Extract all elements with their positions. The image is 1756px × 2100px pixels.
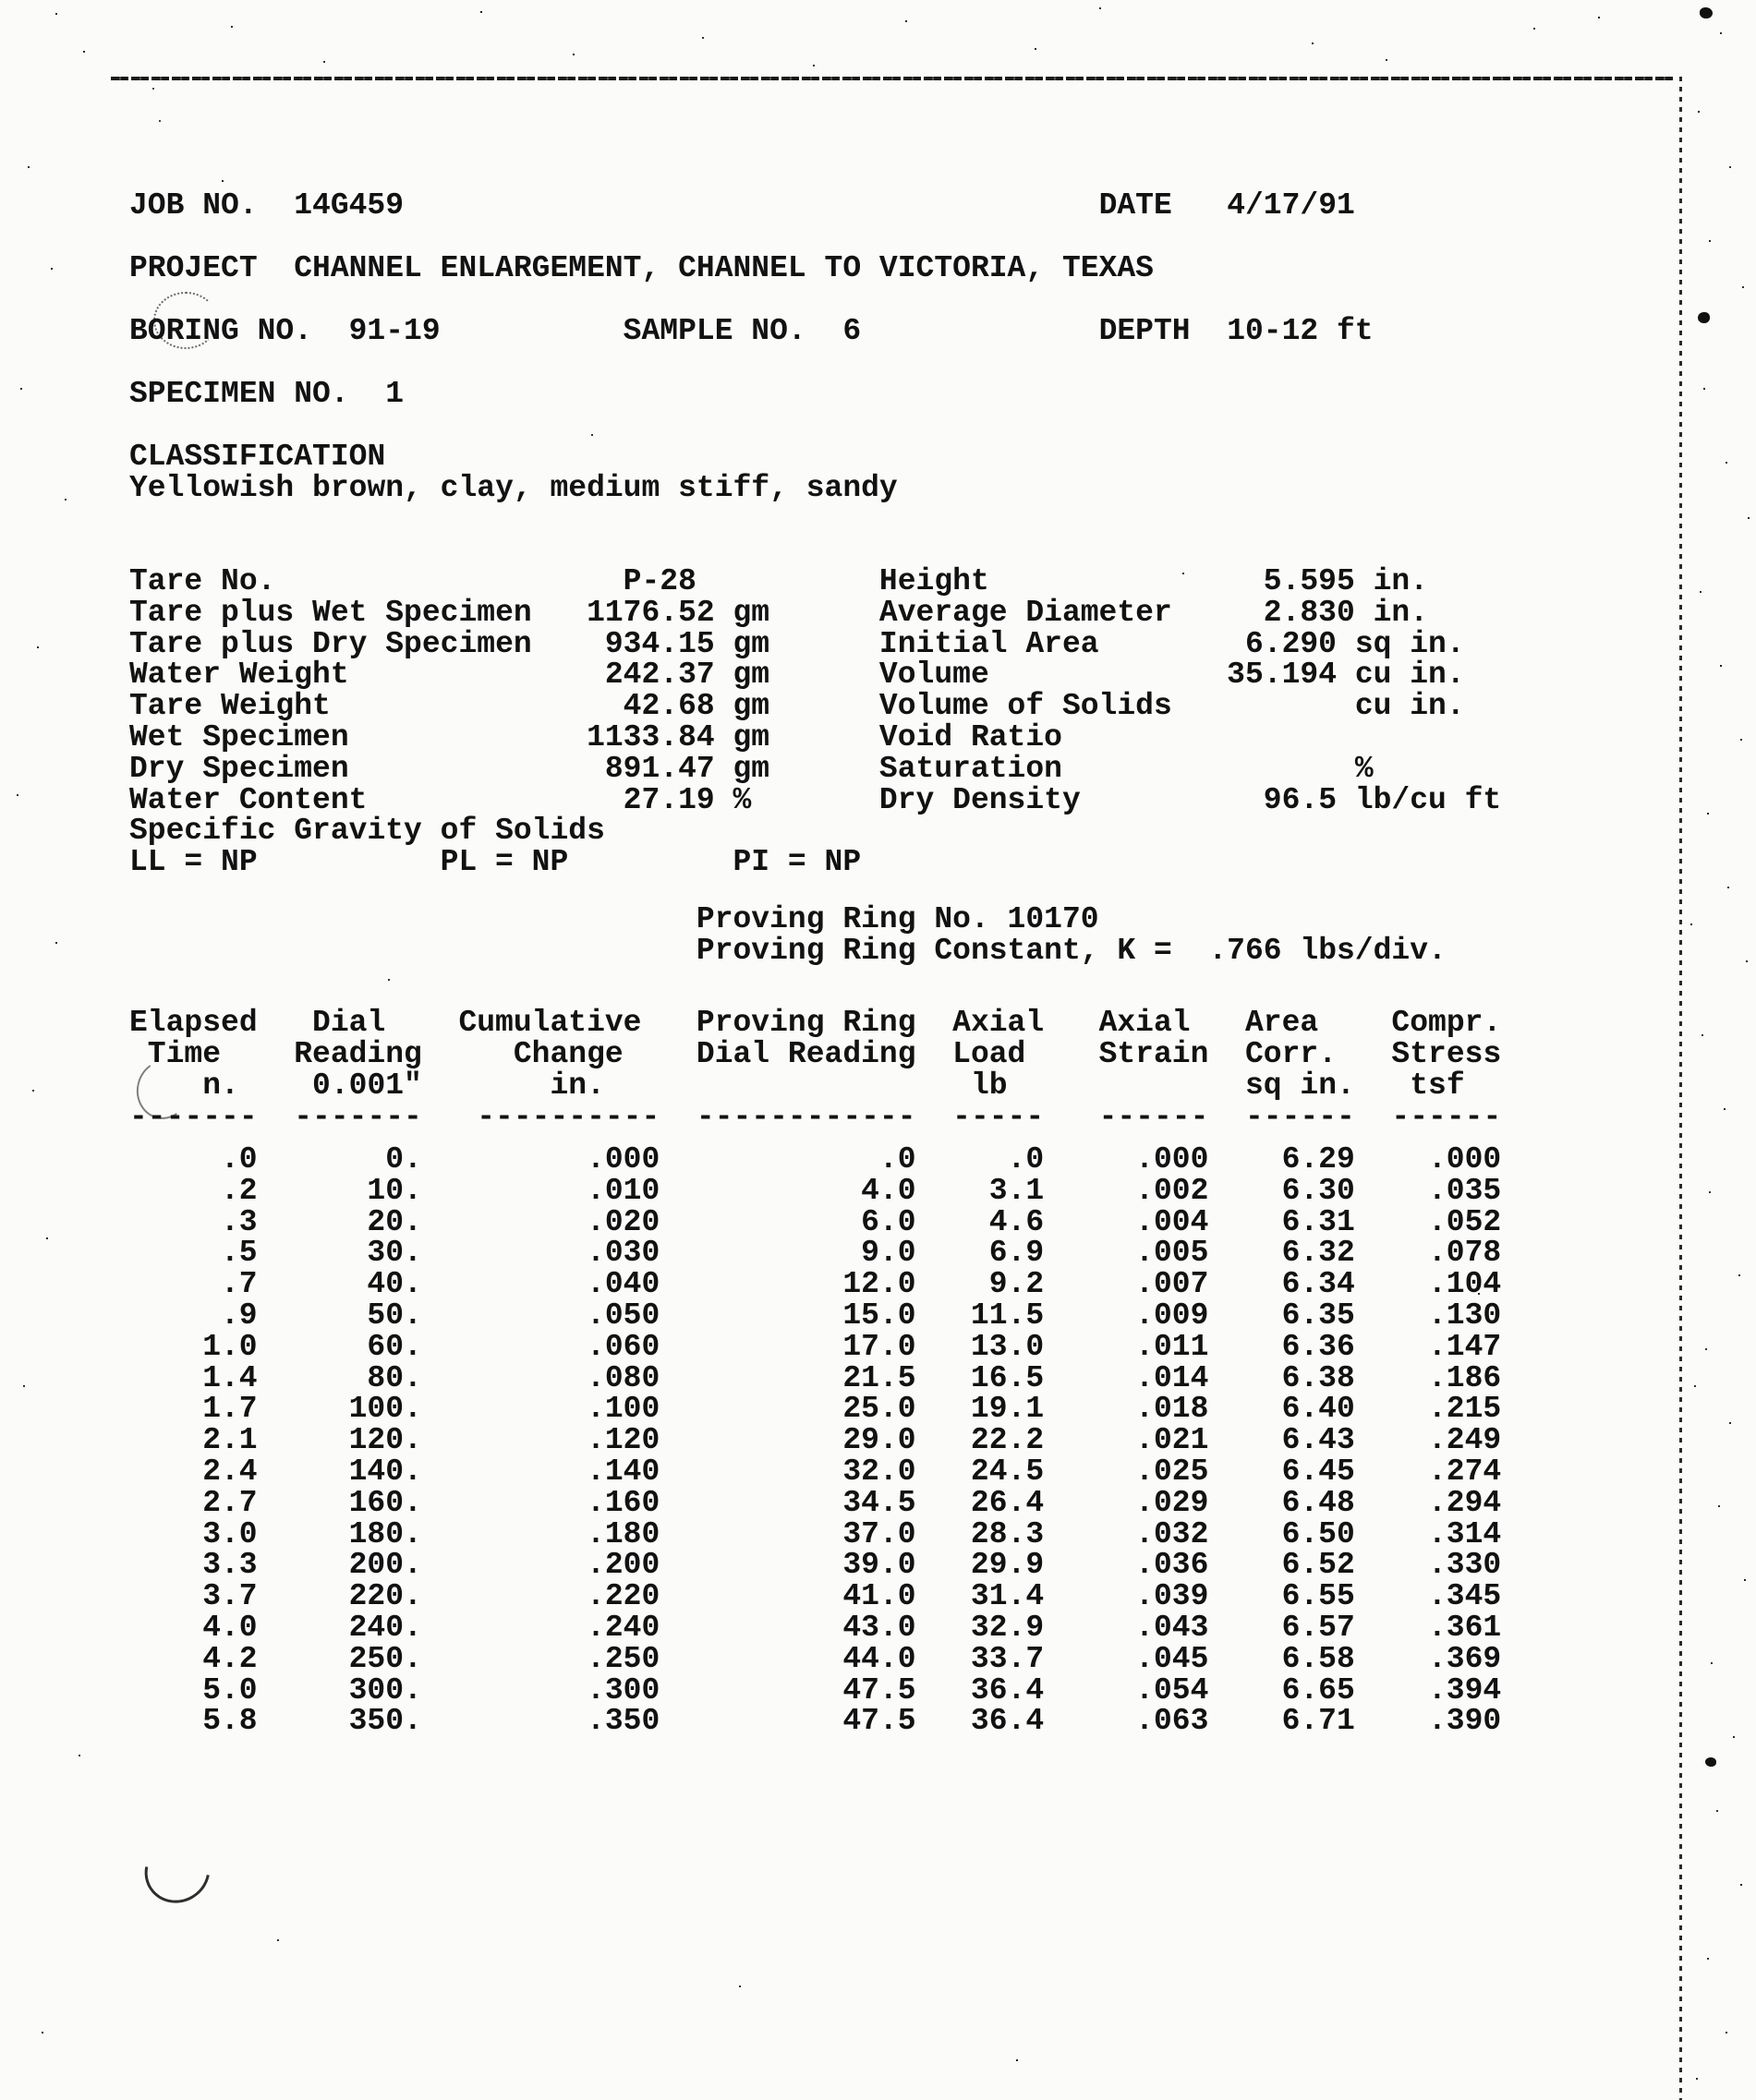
table-row (129, 1362, 1700, 1395)
table-cell: 22.2 (970, 1423, 1045, 1458)
column-header: Cumulative (458, 1006, 642, 1040)
property-value: 1176.52 (587, 596, 715, 630)
column-header: Load (952, 1037, 1026, 1071)
depth-value: 10-12 ft (1227, 314, 1374, 348)
project-label: PROJECT (129, 251, 258, 285)
property-line (129, 690, 1700, 723)
table-cell: 160. (348, 1485, 422, 1520)
table-header-row-2 (129, 1038, 1700, 1071)
table-cell: .045 (1135, 1641, 1209, 1676)
table-cell: 6.48 (1281, 1485, 1355, 1520)
property-unit: lb/cu ft (1354, 783, 1502, 817)
table-cell: 6.32 (1281, 1236, 1355, 1271)
property-line (129, 753, 1700, 786)
table-row (129, 1206, 1700, 1239)
table-cell: 2.7 (202, 1485, 258, 1520)
table-cell: 4.2 (202, 1641, 258, 1676)
table-cell: 28.3 (970, 1516, 1045, 1551)
property-value: 96.5 (1263, 783, 1337, 817)
table-cell: .274 (1428, 1454, 1502, 1489)
property-label: Initial Area (878, 627, 1099, 661)
proving-ring-constant: Proving Ring Constant, K = .766 lbs/div. (696, 934, 1447, 968)
table-cell: .0 (1007, 1142, 1045, 1177)
column-separator: ------ (1391, 1100, 1502, 1134)
table-row (129, 1487, 1700, 1520)
table-cell: .104 (1428, 1267, 1502, 1302)
column-separator: ------------ (696, 1100, 916, 1134)
table-cell: 4.0 (202, 1611, 258, 1645)
property-unit: in. (1373, 564, 1429, 598)
column-header-unit: lb (970, 1068, 1008, 1103)
table-cell: 240. (348, 1611, 422, 1645)
column-header-unit: 0.001" (312, 1068, 422, 1103)
property-label: Void Ratio (878, 720, 1062, 754)
property-line (129, 628, 1700, 661)
table-cell: .009 (1135, 1298, 1209, 1333)
table-cell: 43.0 (842, 1611, 916, 1645)
property-value: 1133.84 (587, 720, 715, 754)
table-cell: .300 (587, 1672, 660, 1708)
table-cell: .394 (1428, 1672, 1502, 1708)
depth-label: DEPTH (1098, 314, 1191, 348)
table-cell: 6.35 (1281, 1298, 1355, 1333)
table-row (129, 1518, 1700, 1551)
table-cell: .345 (1428, 1579, 1502, 1614)
table-cell: 6.45 (1281, 1454, 1355, 1489)
column-header-unit: tsf (1410, 1068, 1465, 1103)
property-label: Tare plus Dry Specimen (129, 627, 532, 661)
property-label: Specific Gravity of Solids (129, 814, 605, 848)
table-cell: 9.0 (861, 1236, 916, 1271)
property-line (129, 784, 1700, 817)
table-cell: 37.0 (842, 1516, 916, 1551)
column-separator: ---------- (477, 1100, 660, 1134)
table-cell: .100 (587, 1392, 660, 1427)
boring-no-value: 91-19 (348, 314, 441, 348)
table-header-row-1 (129, 1007, 1700, 1040)
table-row (129, 1331, 1700, 1364)
table-cell: .060 (587, 1329, 660, 1364)
table-cell: 32.9 (970, 1611, 1045, 1645)
table-cell: .361 (1428, 1611, 1502, 1645)
table-cell: 5.0 (202, 1672, 258, 1708)
table-cell: .2 (221, 1173, 258, 1208)
column-header: Reading (294, 1037, 422, 1071)
property-unit: in. (1373, 596, 1429, 630)
table-cell: 4.0 (861, 1173, 916, 1208)
table-cell: 3.0 (202, 1516, 258, 1551)
table-cell: .021 (1135, 1423, 1209, 1458)
property-label: Water Weight (129, 658, 349, 692)
table-cell: .020 (587, 1204, 660, 1239)
table-cell: .294 (1428, 1485, 1502, 1520)
scan-noise-speckles (0, 0, 2, 2)
table-cell: .036 (1135, 1548, 1209, 1583)
table-cell: .220 (587, 1579, 660, 1614)
table-cell: 2.4 (202, 1454, 258, 1489)
table-cell: .078 (1428, 1236, 1502, 1271)
table-cell: .250 (587, 1641, 660, 1676)
table-cell: 350. (348, 1704, 422, 1739)
property-line (129, 565, 1700, 598)
table-cell: .7 (221, 1267, 258, 1302)
table-cell: 140. (348, 1454, 422, 1489)
table-cell: 220. (348, 1579, 422, 1614)
table-cell: .180 (587, 1516, 660, 1551)
table-cell: 6.52 (1281, 1548, 1355, 1583)
column-separator: ------- (129, 1100, 258, 1134)
property-label: Average Diameter (878, 596, 1172, 630)
property-value: 242.37 (604, 658, 715, 692)
property-label: Wet Specimen (129, 720, 349, 754)
property-unit: % (1354, 752, 1374, 786)
property-label: Tare Weight (129, 689, 331, 723)
table-cell: 200. (348, 1548, 422, 1583)
table-cell: .390 (1428, 1704, 1502, 1739)
table-cell: .080 (587, 1360, 660, 1395)
table-cell: 47.5 (842, 1704, 916, 1739)
table-cell: 19.1 (970, 1392, 1045, 1427)
table-cell: 6.34 (1281, 1267, 1355, 1302)
table-cell: 31.4 (970, 1579, 1045, 1614)
table-row (129, 1674, 1700, 1708)
column-header-unit: n. (202, 1068, 239, 1103)
table-row (129, 1455, 1700, 1489)
table-cell: .010 (587, 1173, 660, 1208)
table-header-row-3 (129, 1069, 1700, 1103)
table-cell: .200 (587, 1548, 660, 1583)
table-cell: 30. (367, 1236, 422, 1271)
atterberg-ll: LL = NP (129, 845, 258, 879)
table-cell: .369 (1428, 1641, 1502, 1676)
table-cell: 180. (348, 1516, 422, 1551)
table-cell: 33.7 (970, 1641, 1045, 1676)
table-cell: .014 (1135, 1360, 1209, 1395)
specimen-line (129, 378, 1700, 411)
table-cell: .215 (1428, 1392, 1502, 1427)
job-date-line (129, 189, 1700, 223)
table-cell: 6.65 (1281, 1672, 1355, 1708)
table-cell: 1.0 (202, 1329, 258, 1364)
property-unit: gm (733, 752, 770, 786)
property-value: 5.595 (1263, 564, 1355, 598)
table-cell: 1.4 (202, 1360, 258, 1395)
table-cell: 60. (367, 1329, 422, 1364)
table-cell: .063 (1135, 1704, 1209, 1739)
table-cell: 80. (367, 1360, 422, 1395)
table-cell: 29.9 (970, 1548, 1045, 1583)
table-cell: .000 (587, 1142, 660, 1177)
table-cell: .002 (1135, 1173, 1209, 1208)
table-cell: .160 (587, 1485, 660, 1520)
table-cell: 24.5 (970, 1454, 1045, 1489)
property-label: Dry Specimen (129, 752, 349, 786)
property-label: Volume of Solids (878, 689, 1172, 723)
table-cell: 21.5 (842, 1360, 916, 1395)
table-cell: 1.7 (202, 1392, 258, 1427)
table-cell: 6.55 (1281, 1579, 1355, 1614)
table-cell: .052 (1428, 1204, 1502, 1239)
property-label: Dry Density (878, 783, 1081, 817)
date-label: DATE (1098, 188, 1172, 223)
table-cell: 6.58 (1281, 1641, 1355, 1676)
table-cell: .350 (587, 1704, 660, 1739)
property-label: Water Content (129, 783, 368, 817)
atterberg-line (129, 846, 1700, 879)
column-separator: ------- (294, 1100, 422, 1134)
property-label: Height (878, 564, 989, 598)
column-header: Elapsed (129, 1006, 258, 1040)
table-cell: 16.5 (970, 1360, 1045, 1395)
table-cell: 6.30 (1281, 1173, 1355, 1208)
table-cell: 25.0 (842, 1392, 916, 1427)
job-no-value: 14G459 (294, 188, 405, 223)
property-label: Saturation (878, 752, 1062, 786)
column-header: Corr. (1244, 1037, 1338, 1071)
column-header: Proving Ring (696, 1006, 916, 1040)
boring-no-label: BORING NO. (129, 314, 313, 348)
table-cell: 36.4 (970, 1672, 1045, 1708)
table-cell: 3.3 (202, 1548, 258, 1583)
table-cell: 4.6 (988, 1204, 1045, 1239)
table-cell: .030 (587, 1236, 660, 1271)
table-cell: 120. (348, 1423, 422, 1458)
table-cell: 34.5 (842, 1485, 916, 1520)
table-cell: 10. (367, 1173, 422, 1208)
table-cell: .5 (221, 1236, 258, 1271)
property-value: P-28 (623, 564, 696, 598)
table-cell: 26.4 (970, 1485, 1045, 1520)
job-no-label: JOB NO. (129, 188, 258, 223)
table-cell: 41.0 (842, 1579, 916, 1614)
column-separator: ------ (1098, 1100, 1209, 1134)
table-separator-row (129, 1101, 1700, 1134)
property-unit: cu in. (1354, 689, 1465, 723)
classification-heading-line (129, 441, 1700, 474)
table-cell: .029 (1135, 1485, 1209, 1520)
property-unit: gm (733, 720, 770, 754)
property-value: 934.15 (604, 627, 715, 661)
project-value: CHANNEL ENLARGEMENT, CHANNEL TO VICTORIA, TEXAS (294, 251, 1154, 285)
property-unit: cu in. (1354, 658, 1465, 692)
property-unit: sq in. (1354, 627, 1465, 661)
property-unit: gm (733, 689, 770, 723)
table-cell: 6.9 (988, 1236, 1045, 1271)
proving-ring-no-line (129, 903, 1700, 936)
table-cell: .035 (1428, 1173, 1502, 1208)
table-cell: .025 (1135, 1454, 1209, 1489)
table-cell: 250. (348, 1641, 422, 1676)
specimen-no-label: SPECIMEN NO. (129, 377, 349, 411)
table-cell: 6.40 (1281, 1392, 1355, 1427)
table-cell: 20. (367, 1204, 422, 1239)
table-row (129, 1580, 1700, 1613)
table-cell: .240 (587, 1611, 660, 1645)
table-cell: 32.0 (842, 1454, 916, 1489)
table-cell: 100. (348, 1392, 422, 1427)
table-cell: 29.0 (842, 1423, 916, 1458)
atterberg-pi: PI = NP (733, 845, 862, 879)
table-cell: 300. (348, 1672, 422, 1708)
table-cell: .130 (1428, 1298, 1502, 1333)
table-cell: 44.0 (842, 1641, 916, 1676)
table-cell: 6.38 (1281, 1360, 1355, 1395)
table-cell: 6.43 (1281, 1423, 1355, 1458)
property-line (129, 721, 1700, 754)
table-cell: 50. (367, 1298, 422, 1333)
sample-no-value: 6 (842, 314, 862, 348)
table-cell: .330 (1428, 1548, 1502, 1583)
property-value: 6.290 (1244, 627, 1337, 661)
proving-ring-constant-line (129, 935, 1700, 968)
property-value: 42.68 (623, 689, 715, 723)
table-cell: 6.71 (1281, 1704, 1355, 1739)
table-cell: .000 (1428, 1142, 1502, 1177)
property-value: 2.830 (1263, 596, 1355, 630)
sample-no-label: SAMPLE NO. (623, 314, 806, 348)
table-cell: 15.0 (842, 1298, 916, 1333)
property-value: 891.47 (604, 752, 715, 786)
table-cell: .050 (587, 1298, 660, 1333)
classification-text-line (129, 472, 1700, 505)
table-cell: 3.1 (988, 1173, 1045, 1208)
table-cell: .040 (587, 1267, 660, 1302)
table-cell: 13.0 (970, 1329, 1045, 1364)
project-line (129, 252, 1700, 285)
property-label: Tare plus Wet Specimen (129, 596, 532, 630)
table-cell: 6.29 (1281, 1142, 1355, 1177)
column-header: Dial (312, 1006, 386, 1040)
page-top-edge-line (111, 77, 1676, 80)
property-label: Tare No. (129, 564, 276, 598)
table-cell: 36.4 (970, 1704, 1045, 1739)
table-cell: .9 (221, 1298, 258, 1333)
pen-mark (132, 1827, 223, 1916)
property-unit: gm (733, 596, 770, 630)
table-cell: 12.0 (842, 1267, 916, 1302)
table-row (129, 1424, 1700, 1457)
column-header-unit: sq in. (1244, 1068, 1355, 1103)
proving-ring-no: Proving Ring No. 10170 (696, 902, 1099, 936)
table-row (129, 1393, 1700, 1426)
table-row (129, 1143, 1700, 1177)
table-cell: .018 (1135, 1392, 1209, 1427)
table-cell: 2.1 (202, 1423, 258, 1458)
property-unit: % (733, 783, 752, 817)
column-separator: ----- (952, 1100, 1045, 1134)
column-header: Area (1244, 1006, 1319, 1040)
column-header: Strain (1098, 1037, 1209, 1071)
table-cell: 11.5 (970, 1298, 1045, 1333)
boring-sample-depth-line (129, 315, 1700, 348)
table-cell: .004 (1135, 1204, 1209, 1239)
table-row (129, 1705, 1700, 1738)
table-cell: .0 (221, 1142, 258, 1177)
table-row (129, 1175, 1700, 1208)
column-header-unit: in. (550, 1068, 605, 1103)
atterberg-pl: PL = NP (440, 845, 569, 879)
table-cell: .032 (1135, 1516, 1209, 1551)
table-cell: 6.31 (1281, 1204, 1355, 1239)
column-header: Axial (1098, 1006, 1191, 1040)
table-cell: .007 (1135, 1267, 1209, 1302)
table-cell: 40. (367, 1267, 422, 1302)
property-unit: gm (733, 627, 770, 661)
table-cell: .3 (221, 1204, 258, 1239)
table-row (129, 1237, 1700, 1270)
table-cell: 6.0 (861, 1204, 916, 1239)
table-cell: 47.5 (842, 1672, 916, 1708)
table-cell: .000 (1135, 1142, 1209, 1177)
column-header: Compr. (1391, 1006, 1502, 1040)
column-header: Stress (1391, 1037, 1502, 1071)
ink-blob (1705, 1757, 1716, 1767)
property-line (129, 597, 1700, 630)
table-cell: .314 (1428, 1516, 1502, 1551)
property-line (129, 815, 1700, 848)
table-cell: .186 (1428, 1360, 1502, 1395)
table-row (129, 1549, 1700, 1582)
property-unit: gm (733, 658, 770, 692)
table-cell: .005 (1135, 1236, 1209, 1271)
table-row (129, 1611, 1700, 1645)
table-cell: .011 (1135, 1329, 1209, 1364)
table-cell: 3.7 (202, 1579, 258, 1614)
table-cell: .043 (1135, 1611, 1209, 1645)
table-cell: 6.57 (1281, 1611, 1355, 1645)
column-separator: ------ (1244, 1100, 1355, 1134)
classification-heading: CLASSIFICATION (129, 440, 386, 474)
property-line (129, 658, 1700, 692)
table-row (129, 1299, 1700, 1333)
table-cell: 6.36 (1281, 1329, 1355, 1364)
table-cell: .039 (1135, 1579, 1209, 1614)
table-cell: 39.0 (842, 1548, 916, 1583)
column-header: Axial (952, 1006, 1045, 1040)
table-cell: 0. (385, 1142, 422, 1177)
table-cell: 5.8 (202, 1704, 258, 1739)
table-cell: .147 (1428, 1329, 1502, 1364)
property-value: 27.19 (623, 783, 715, 817)
table-cell: .140 (587, 1454, 660, 1489)
table-cell: 9.2 (988, 1267, 1045, 1302)
column-header: Time (147, 1037, 222, 1071)
table-cell: .249 (1428, 1423, 1502, 1458)
ink-blob (1700, 7, 1713, 18)
table-row (129, 1268, 1700, 1301)
table-cell: 17.0 (842, 1329, 916, 1364)
table-cell: .120 (587, 1423, 660, 1458)
table-cell: .0 (878, 1142, 916, 1177)
table-cell: 6.50 (1281, 1516, 1355, 1551)
table-row (129, 1643, 1700, 1676)
specimen-no-value: 1 (385, 377, 405, 411)
column-header: Dial Reading (696, 1037, 916, 1071)
column-header: Change (513, 1037, 624, 1071)
table-cell: .054 (1135, 1672, 1209, 1708)
date-value: 4/17/91 (1227, 188, 1355, 223)
property-label: Volume (878, 658, 989, 692)
classification-text: Yellowish brown, clay, medium stiff, sandy (129, 471, 898, 505)
property-value: 35.194 (1227, 658, 1337, 692)
